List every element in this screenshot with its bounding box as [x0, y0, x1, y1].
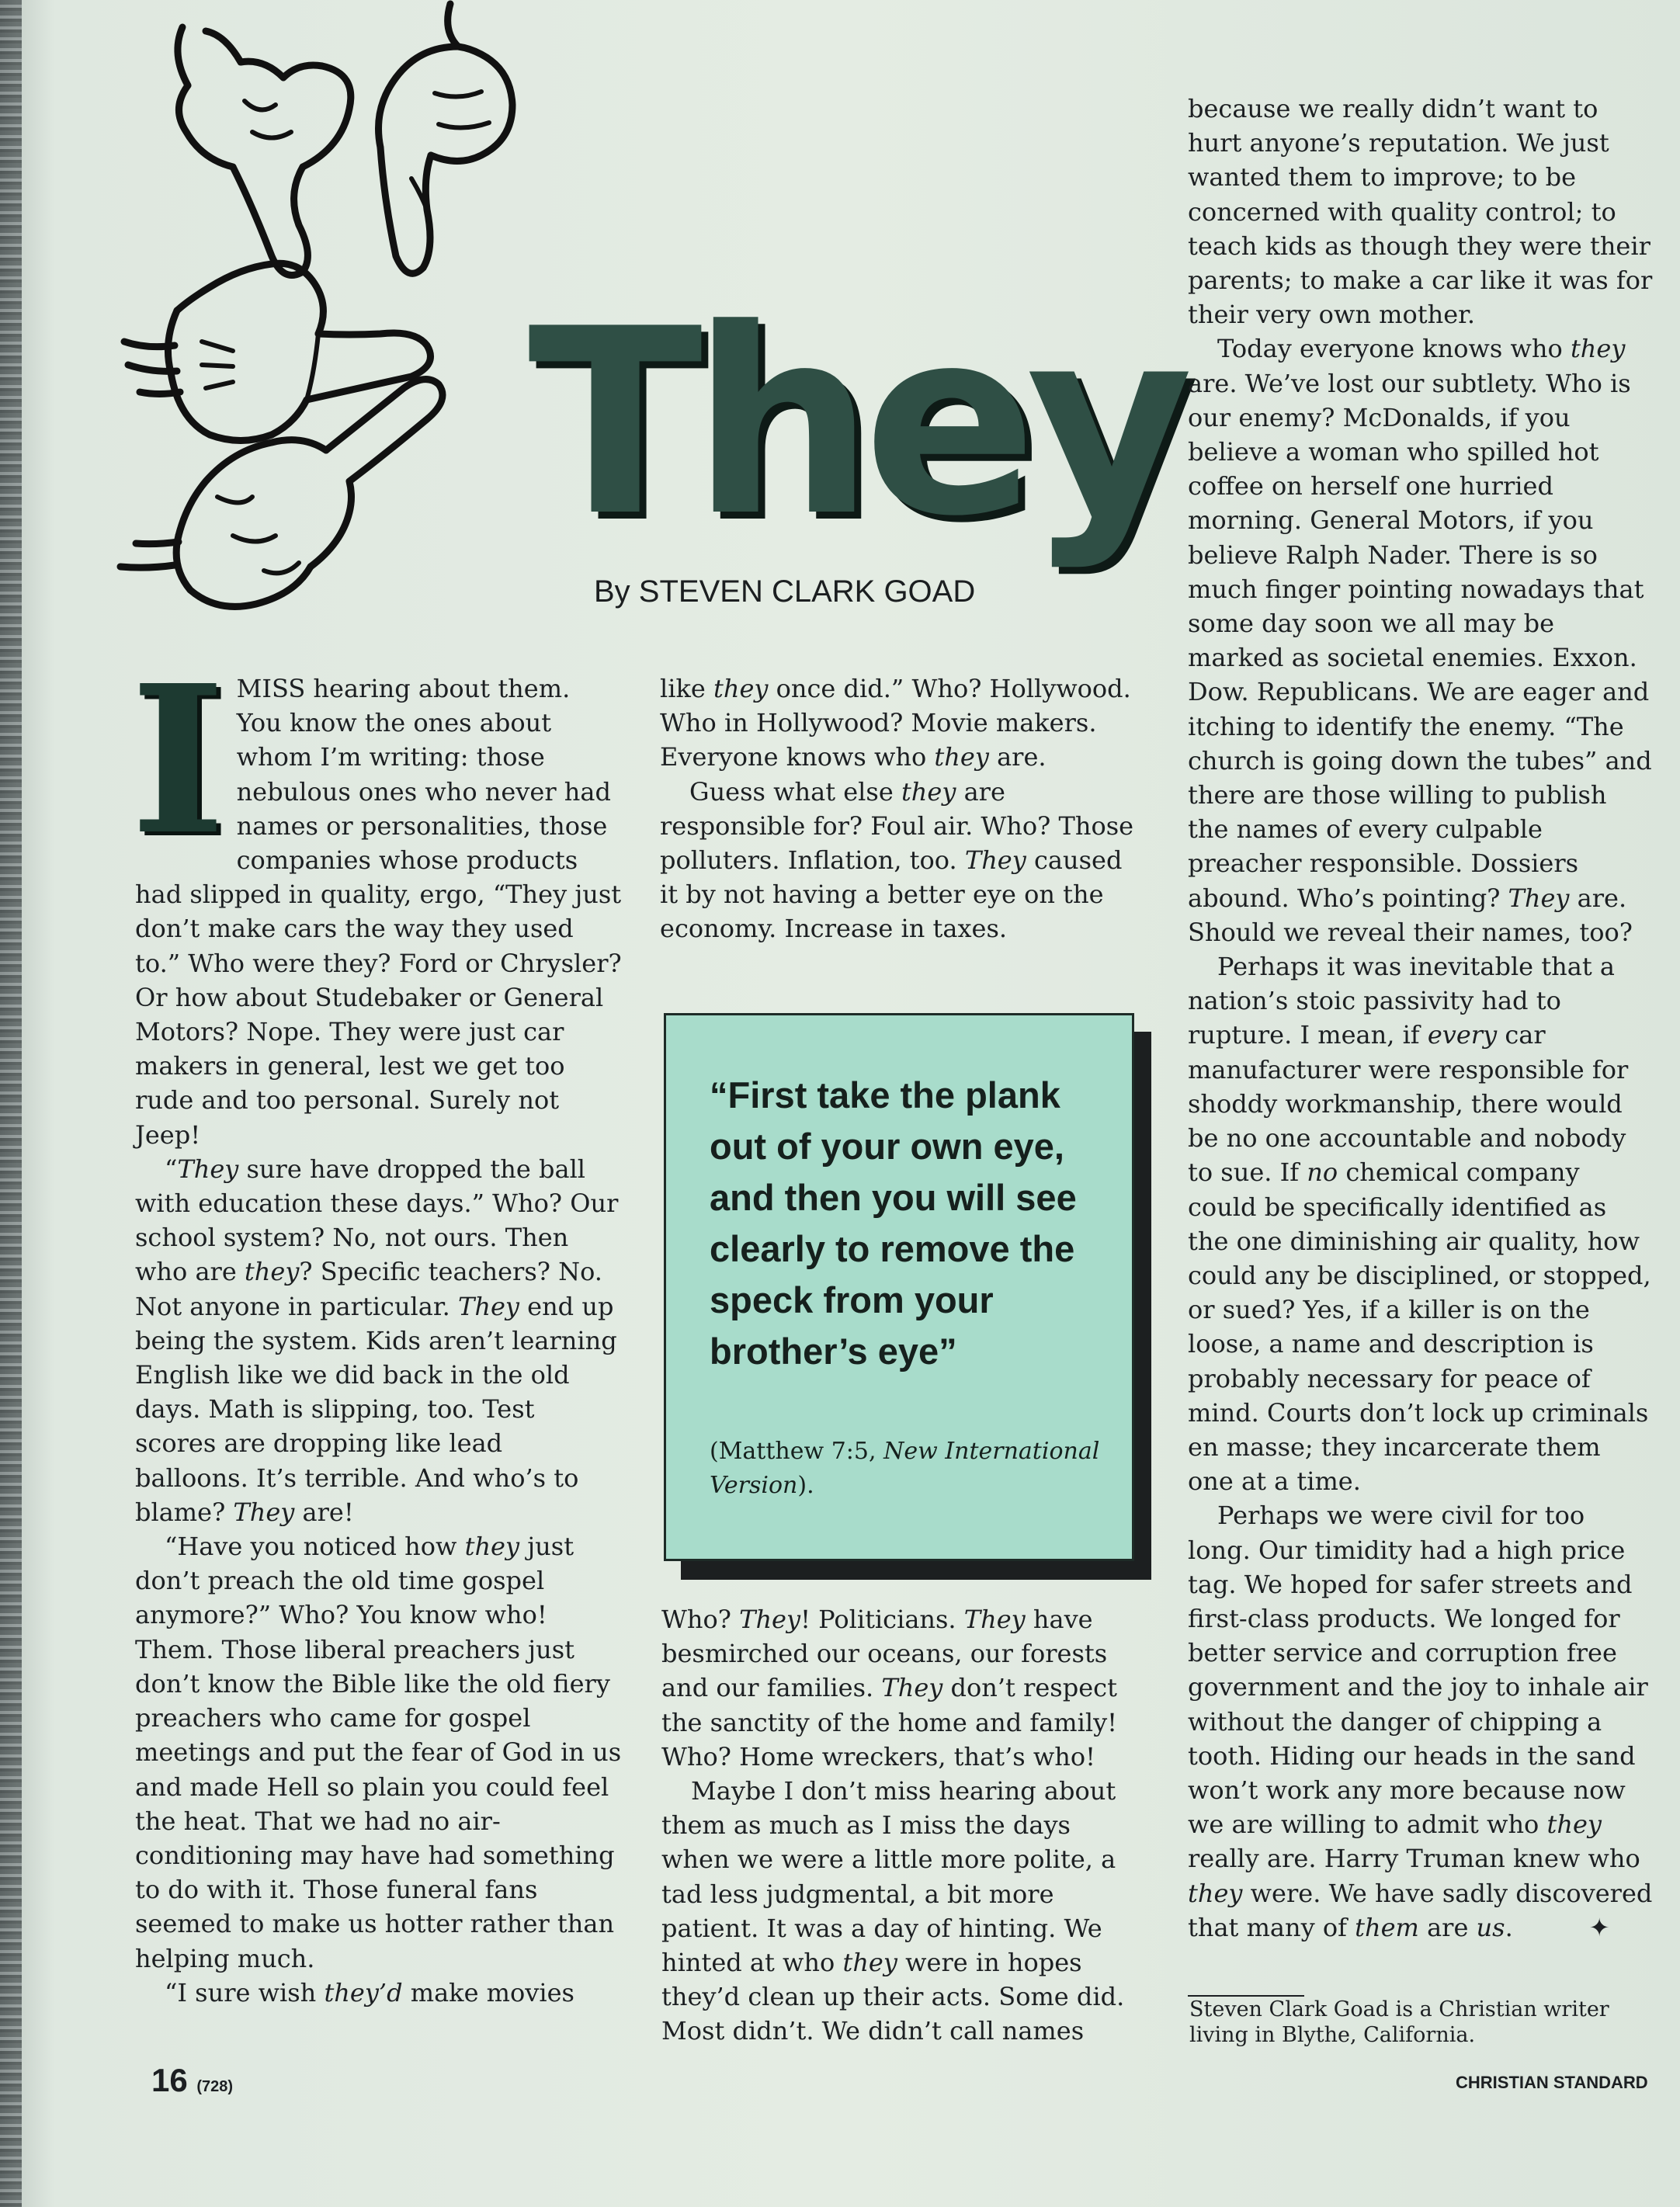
- paragraph: “They sure have dropped the ball with education these days.” Who? Our school system? No, not ours. Then who are they? Specific teachers? No. Not anyone in particular. They end up being the system. Kids aren’t learning English like we did back in the old days. Math is slipping, too. Test scores are dropping like lead balloons. It’s terrible. And who’s to blame? They are!: [135, 1154, 619, 1527]
- paragraph: Guess what else they are responsible for? Foul air. Who? Those polluters. Inflation, too. They caused it by not having a better eye on the economy. Increase in taxes.: [660, 776, 1134, 944]
- paragraph: because we really didn’t want to hurt anyone’s reputation. We just wanted them to improve; to be concerned with quality control; to teach kids as though they were their parents; to make a car like it was for their very own mother.: [1188, 94, 1653, 330]
- drop-cap: I: [130, 640, 226, 880]
- pointing-hand-down-icon: [379, 4, 513, 273]
- page-spine-shadow: [0, 0, 22, 2207]
- paragraph: like they once did.” Who? Hollywood. Who in Hollywood? Movie makers. Everyone knows who they are.: [660, 674, 1131, 772]
- page-number-value: 16: [151, 2062, 188, 2098]
- paragraph: Perhaps we were civil for too long. Our timidity had a high price tag. We hoped for safer streets and first-class products. We longed for better service and corruption free government and the joy to inhale air without the danger of chipping a tooth. Hiding our heads in the sand won’t work any more because now we are willing to admit who they really are. Harry Truman knew who they were. We have sadly discovered that many of them are us. ✦: [1188, 1498, 1654, 1945]
- pull-quote-text: “First take the plank out of your own eye, and then you will see clearly to remove the speck from your brother’s eye”: [710, 1074, 1077, 1372]
- paragraph: MISS hearing about them. You know the ones about whom I’m writing: those nebulous ones who never had names or personalities, those companies whose products had slipped in quality, ergo, “They just don’t make cars the way they used to.” Who were they? Ford or Chrysler? Or how about Studebaker or General Motors? Nope. They were just car makers in general, lest we get too rude and too personal. Surely not Jeep!: [135, 674, 622, 1150]
- article-column-2-bottom: [661, 1602, 1137, 2049]
- citation-reference: (Matthew 7:5,: [710, 1438, 884, 1465]
- article-column-1: [130, 640, 623, 2010]
- pointing-hand-down-icon: [178, 27, 351, 276]
- paragraph: “Have you noticed how they just don’t preach the old time gospel anymore?” Who? You know who! Them. Those liberal preachers just don’t know the Bible like the old fiery preachers who came for gospel meetings and put the fear of God in us and made Hell so plain you could feel the heat. That we had no air-conditioning may have had something to do with it. Those funeral fans seemed to make us hotter rather than helping much.: [135, 1532, 622, 1973]
- page-number-sub: (728): [196, 2078, 234, 2095]
- byline: By STEVEN CLARK GOAD: [594, 574, 976, 609]
- pointing-hand-right-icon: [124, 263, 431, 440]
- pointing-hand-up-right-icon: [120, 380, 443, 607]
- pull-quote-box: [664, 1013, 1134, 1561]
- article-column-3: [1188, 92, 1654, 1945]
- publication-name: CHRISTIAN STANDARD: [1456, 2073, 1648, 2092]
- paragraph: Who? They! Politicians. They have besmirched our oceans, our forests and our families. They don’t respect the sanctity of the home and family! Who? Home wreckers, that’s who!: [661, 1605, 1118, 1771]
- pointing-hands-illustration: [116, 0, 551, 621]
- article-title: They: [528, 274, 1182, 572]
- author-bio: Steven Clark Goad is a Christian writer living in Blythe, California.: [1189, 1997, 1609, 2047]
- end-mark-icon: ✦: [1588, 1912, 1610, 1942]
- citation-end: ).: [797, 1472, 814, 1499]
- paragraph: Maybe I don’t miss hearing about them as much as I miss the days when we were a little more polite, a tad less judgmental, a bit more patient. It was a day of hinting. We hinted at who they were in hopes they’d clean up their acts. Some did. Most didn’t. We didn’t call names: [661, 1776, 1125, 2046]
- paragraph: “I sure wish they’d make movies: [165, 1977, 574, 2007]
- citation-version: New International Version: [710, 1438, 1100, 1499]
- page-number: [151, 2062, 233, 2099]
- article-column-2-top: [660, 671, 1135, 946]
- paragraph: Perhaps it was inevitable that a nation’s stoic passivity had to rupture. I mean, if every car manufacturer were responsible for shoddy workmanship, there would be no one accountable and nobody to sue. If no chemical company could be specifically identified as the one diminishing air quality, how could any be disciplined, or stopped, or sued? Yes, if a killer is on the loose, a name and description is probably necessary for peace of mind. Courts don’t lock up criminals en masse; they incarcerate them one at a time.: [1188, 952, 1651, 1497]
- pull-quote-citation: [710, 1435, 1113, 1503]
- paragraph: Today everyone knows who they are. We’ve lost our subtlety. Who is our enemy? McDonalds, if you believe a woman who spilled hot coffee on herself one hurried morning. General Motors, if you believe Ralph Nader. There is so much finger pointing nowadays that some day soon we all may be marked as societal enemies. Exxon. Dow. Republicans. We are eager and itching to identify the enemy. “The church is going down the tubes” and there are those willing to publish the names of every culpable preacher responsible. Dossiers abound. Who’s pointing? They are. Should we reveal their names, too?: [1188, 334, 1652, 947]
